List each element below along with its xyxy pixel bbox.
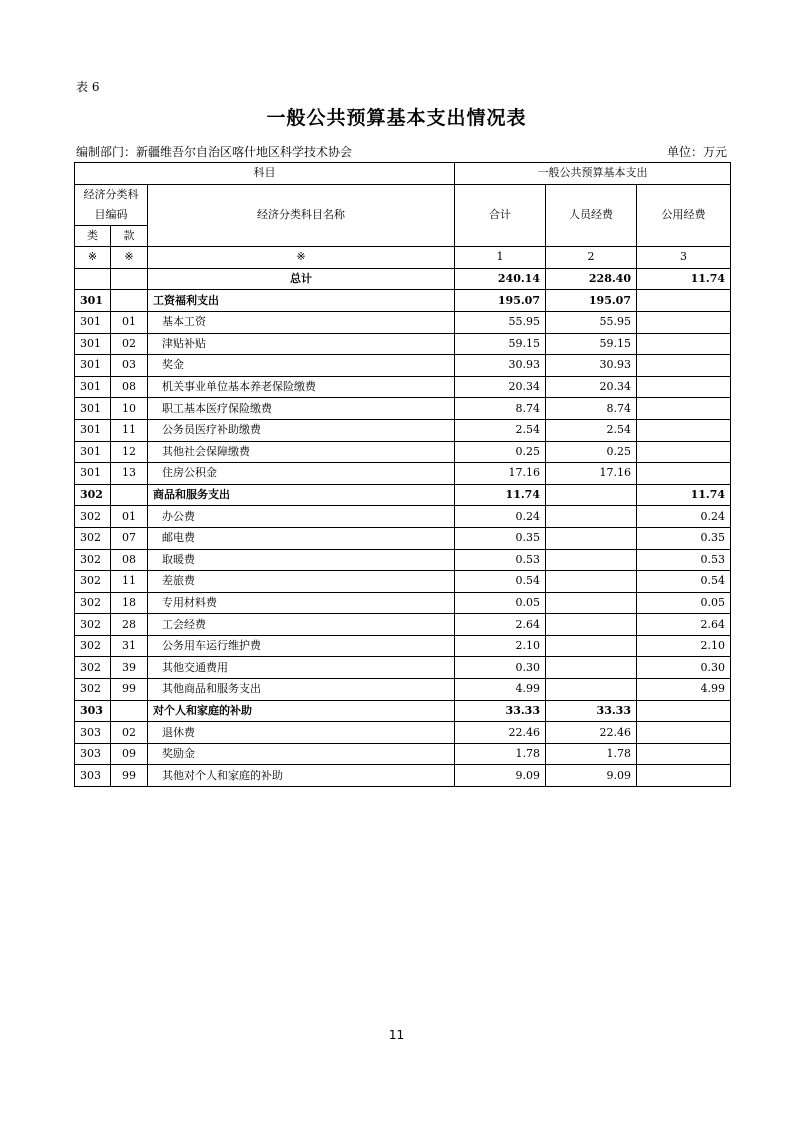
row-lei: 302: [75, 549, 111, 571]
row-lei: 301: [75, 311, 111, 333]
row-kuan: 03: [111, 355, 148, 377]
row-public: [637, 376, 731, 398]
row-personnel: [546, 527, 637, 549]
row-public: 0.24: [637, 506, 731, 528]
row-name: 住房公积金: [148, 463, 455, 485]
row-kuan: 18: [111, 592, 148, 614]
row-name: 其他商品和服务支出: [148, 679, 455, 701]
header-mark-name: ※: [148, 247, 455, 269]
row-name: 公务员医疗补助缴费: [148, 419, 455, 441]
row-total: 2.10: [455, 635, 546, 657]
unit-label: 单位：万元: [666, 145, 727, 159]
header-row-4: [75, 247, 731, 269]
table-row: [75, 549, 731, 571]
row-personnel: 17.16: [546, 463, 637, 485]
table-row: [75, 592, 731, 614]
row-public: 0.30: [637, 657, 731, 679]
row-public: 2.10: [637, 635, 731, 657]
row-personnel: 22.46: [546, 722, 637, 744]
table-row: [75, 657, 731, 679]
row-personnel: [546, 571, 637, 593]
row-lei: 301: [75, 441, 111, 463]
table-number: 表 6: [76, 80, 100, 94]
row-kuan: 07: [111, 527, 148, 549]
row-lei: 301: [75, 355, 111, 377]
row-kuan: 39: [111, 657, 148, 679]
row-lei: 303: [75, 700, 111, 722]
row-kuan: [111, 290, 148, 312]
row-personnel: [546, 657, 637, 679]
row-total: 17.16: [455, 463, 546, 485]
row-public: [637, 722, 731, 744]
table-row: [75, 700, 731, 722]
row-public: [637, 290, 731, 312]
row-total: 0.25: [455, 441, 546, 463]
header-public: 公用经费: [637, 184, 731, 247]
table-row: [75, 614, 731, 636]
row-personnel: 1.78: [546, 743, 637, 765]
row-name: 职工基本医疗保险缴费: [148, 398, 455, 420]
row-public: [637, 765, 731, 787]
row-name: 差旅费: [148, 571, 455, 593]
row-public: 0.05: [637, 592, 731, 614]
row-personnel: [546, 549, 637, 571]
row-public: [637, 700, 731, 722]
header-personnel: 人员经费: [546, 184, 637, 247]
row-name: 对个人和家庭的补助: [148, 700, 455, 722]
header-mark-lei: ※: [75, 247, 111, 269]
table-row: [75, 679, 731, 701]
table-row: [75, 765, 731, 787]
row-name: 津贴补贴: [148, 333, 455, 355]
row-total: 0.30: [455, 657, 546, 679]
row-kuan: 13: [111, 463, 148, 485]
row-lei: 303: [75, 765, 111, 787]
table-row: [75, 484, 731, 506]
table-row: [75, 571, 731, 593]
table-row: [75, 743, 731, 765]
row-kuan: 31: [111, 635, 148, 657]
row-total: 11.74: [455, 484, 546, 506]
row-personnel: [546, 484, 637, 506]
row-lei: 301: [75, 376, 111, 398]
row-name: 商品和服务支出: [148, 484, 455, 506]
row-lei: 302: [75, 679, 111, 701]
table-row: [75, 311, 731, 333]
total-total: 240.14: [455, 268, 546, 290]
table-row: [75, 463, 731, 485]
row-lei: 302: [75, 657, 111, 679]
row-public: [637, 311, 731, 333]
total-lei: [75, 268, 111, 290]
row-name: 奖励金: [148, 743, 455, 765]
row-kuan: [111, 484, 148, 506]
row-kuan: [111, 700, 148, 722]
row-name: 公务用车运行维护费: [148, 635, 455, 657]
total-row: [75, 268, 731, 290]
row-lei: 302: [75, 506, 111, 528]
page-title: 一般公共预算基本支出情况表: [266, 107, 527, 129]
table-row: [75, 290, 731, 312]
row-total: 22.46: [455, 722, 546, 744]
row-personnel: 59.15: [546, 333, 637, 355]
row-lei: 301: [75, 290, 111, 312]
row-name: 其他社会保障缴费: [148, 441, 455, 463]
row-total: 0.05: [455, 592, 546, 614]
header-total: 合计: [455, 184, 546, 247]
row-total: 195.07: [455, 290, 546, 312]
row-public: [637, 355, 731, 377]
row-public: 0.54: [637, 571, 731, 593]
row-total: 4.99: [455, 679, 546, 701]
row-total: 2.64: [455, 614, 546, 636]
row-total: 33.33: [455, 700, 546, 722]
row-name: 工会经费: [148, 614, 455, 636]
row-lei: 302: [75, 635, 111, 657]
header-mark-kuan: ※: [111, 247, 148, 269]
row-lei: 301: [75, 398, 111, 420]
row-public: 2.64: [637, 614, 731, 636]
table-row: [75, 722, 731, 744]
row-name: 邮电费: [148, 527, 455, 549]
row-personnel: 20.34: [546, 376, 637, 398]
row-lei: 302: [75, 592, 111, 614]
row-kuan: 08: [111, 549, 148, 571]
table-row: [75, 376, 731, 398]
header-row-1: [75, 163, 731, 185]
row-public: 0.35: [637, 527, 731, 549]
row-kuan: 01: [111, 506, 148, 528]
row-kuan: 08: [111, 376, 148, 398]
row-public: [637, 441, 731, 463]
row-kuan: 28: [111, 614, 148, 636]
row-kuan: 99: [111, 765, 148, 787]
row-name: 工资福利支出: [148, 290, 455, 312]
header-col-1: 1: [455, 247, 546, 269]
row-personnel: 30.93: [546, 355, 637, 377]
row-personnel: 33.33: [546, 700, 637, 722]
row-kuan: 11: [111, 571, 148, 593]
row-total: 2.54: [455, 419, 546, 441]
row-total: 8.74: [455, 398, 546, 420]
table-row: [75, 527, 731, 549]
row-kuan: 11: [111, 419, 148, 441]
row-kuan: 10: [111, 398, 148, 420]
header-row-2: [75, 184, 731, 225]
row-public: [637, 333, 731, 355]
row-kuan: 99: [111, 679, 148, 701]
row-lei: 301: [75, 333, 111, 355]
row-name: 基本工资: [148, 311, 455, 333]
table-row: [75, 333, 731, 355]
row-personnel: [546, 506, 637, 528]
row-personnel: 8.74: [546, 398, 637, 420]
row-kuan: 02: [111, 722, 148, 744]
row-total: 30.93: [455, 355, 546, 377]
row-lei: 301: [75, 419, 111, 441]
row-total: 55.95: [455, 311, 546, 333]
row-total: 9.09: [455, 765, 546, 787]
header-budget-group: 一般公共预算基本支出: [455, 163, 731, 185]
row-public: [637, 398, 731, 420]
row-personnel: 195.07: [546, 290, 637, 312]
row-personnel: [546, 679, 637, 701]
row-kuan: 12: [111, 441, 148, 463]
row-lei: 301: [75, 463, 111, 485]
row-public: 4.99: [637, 679, 731, 701]
row-kuan: 09: [111, 743, 148, 765]
header-col-3: 3: [637, 247, 731, 269]
row-personnel: [546, 614, 637, 636]
row-name: 专用材料费: [148, 592, 455, 614]
row-lei: 302: [75, 484, 111, 506]
row-lei: 303: [75, 722, 111, 744]
total-kuan: [111, 268, 148, 290]
row-public: 0.53: [637, 549, 731, 571]
row-name: 退休费: [148, 722, 455, 744]
row-public: 11.74: [637, 484, 731, 506]
row-total: 1.78: [455, 743, 546, 765]
row-name: 办公费: [148, 506, 455, 528]
row-personnel: [546, 635, 637, 657]
page-number: 11: [388, 1028, 405, 1042]
row-name: 奖金: [148, 355, 455, 377]
table-row: [75, 506, 731, 528]
row-total: 59.15: [455, 333, 546, 355]
row-total: 0.53: [455, 549, 546, 571]
row-kuan: 02: [111, 333, 148, 355]
row-lei: 303: [75, 743, 111, 765]
row-kuan: 01: [111, 311, 148, 333]
row-name: 机关事业单位基本养老保险缴费: [148, 376, 455, 398]
row-personnel: 2.54: [546, 419, 637, 441]
row-total: 0.54: [455, 571, 546, 593]
total-public: 11.74: [637, 268, 731, 290]
row-personnel: 0.25: [546, 441, 637, 463]
table-row: [75, 441, 731, 463]
budget-table: [74, 162, 731, 787]
header-col-2: 2: [546, 247, 637, 269]
header-econ-code-line1: 经济分类科: [83, 187, 139, 201]
table-row: [75, 635, 731, 657]
row-name: 其他对个人和家庭的补助: [148, 765, 455, 787]
row-public: [637, 743, 731, 765]
header-econ-code: [75, 184, 148, 225]
row-lei: 302: [75, 527, 111, 549]
table-row: [75, 419, 731, 441]
row-name: 取暖费: [148, 549, 455, 571]
header-kuan: 款: [111, 225, 148, 247]
row-total: 0.35: [455, 527, 546, 549]
row-total: 20.34: [455, 376, 546, 398]
header-subject: 科目: [75, 163, 455, 185]
header-econ-code-line2: 目编码: [94, 207, 128, 221]
total-label: 总计: [148, 268, 455, 290]
row-public: [637, 463, 731, 485]
header-econ-name: 经济分类科目名称: [148, 184, 455, 247]
row-name: 其他交通费用: [148, 657, 455, 679]
total-personnel: 228.40: [546, 268, 637, 290]
row-personnel: 55.95: [546, 311, 637, 333]
row-lei: 302: [75, 614, 111, 636]
header-lei: 类: [75, 225, 111, 247]
table-row: [75, 398, 731, 420]
row-total: 0.24: [455, 506, 546, 528]
department-label: 编制部门：新疆维吾尔自治区喀什地区科学技术协会: [76, 145, 353, 159]
row-lei: 302: [75, 571, 111, 593]
row-personnel: 9.09: [546, 765, 637, 787]
table-row: [75, 355, 731, 377]
row-personnel: [546, 592, 637, 614]
row-public: [637, 419, 731, 441]
